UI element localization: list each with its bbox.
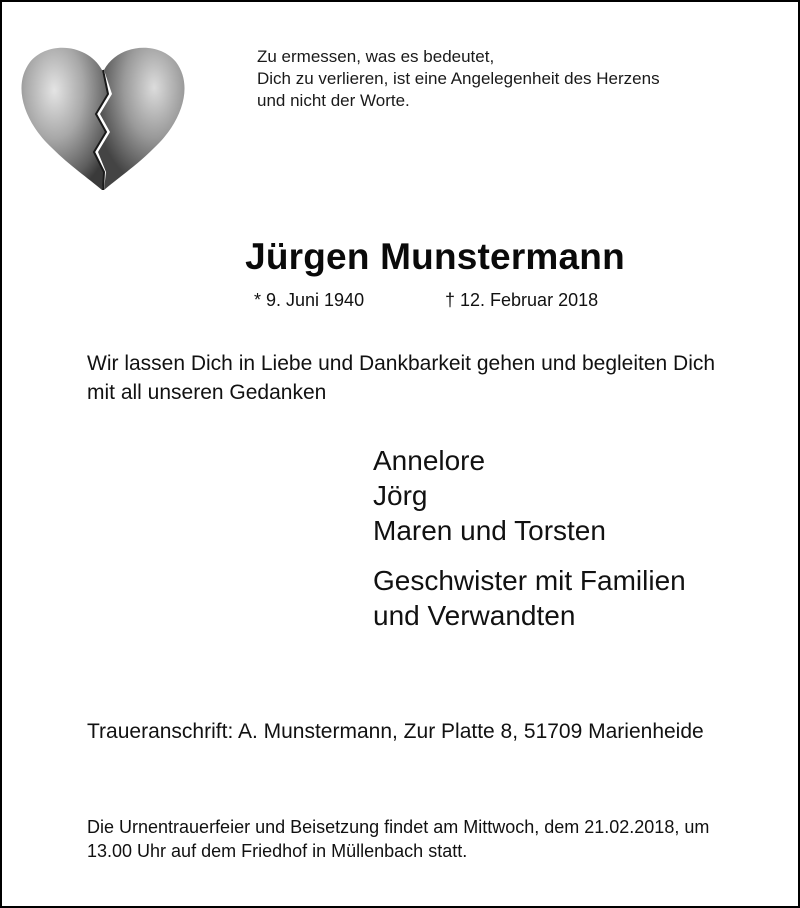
death-date: † 12. Februar 2018 — [445, 290, 599, 310]
family-member: Maren und Torsten — [373, 515, 606, 546]
family-member: Jörg — [373, 480, 428, 511]
family-signatures — [373, 443, 606, 548]
mourning-address: Traueranschrift: A. Munstermann, Zur Platte 8, 51709 Marienheide — [87, 720, 704, 743]
ceremony-info — [87, 815, 709, 863]
quote-line: Dich zu verlieren, ist eine Angelegenheit des Herzens — [257, 69, 660, 88]
quote-line: Zu ermessen, was es bedeutet, — [257, 47, 495, 66]
deceased-name: Jürgen Munstermann — [245, 236, 625, 277]
quote-line: und nicht der Worte. — [257, 91, 410, 110]
birth-date: * 9. Juni 1940 — [254, 290, 365, 310]
relatives-line: Geschwister mit Familien — [373, 565, 686, 596]
relatives-signatures — [373, 563, 686, 633]
ceremony-line: 13.00 Uhr auf dem Friedhof in Müllenbach statt. — [87, 841, 468, 861]
relatives-line: und Verwandten — [373, 600, 576, 631]
quote — [257, 46, 660, 112]
family-member: Annelore — [373, 445, 486, 476]
farewell-line: mit all unseren Gedanken — [87, 381, 327, 404]
farewell-line: Wir lassen Dich in Liebe und Dankbarkeit gehen und begleiten Dich — [87, 352, 716, 375]
broken-heart-icon — [18, 40, 186, 192]
farewell-text — [87, 349, 787, 407]
ceremony-line: Die Urnentrauerfeier und Beisetzung findet am Mittwoch, dem 21.02.2018, um — [87, 817, 710, 837]
